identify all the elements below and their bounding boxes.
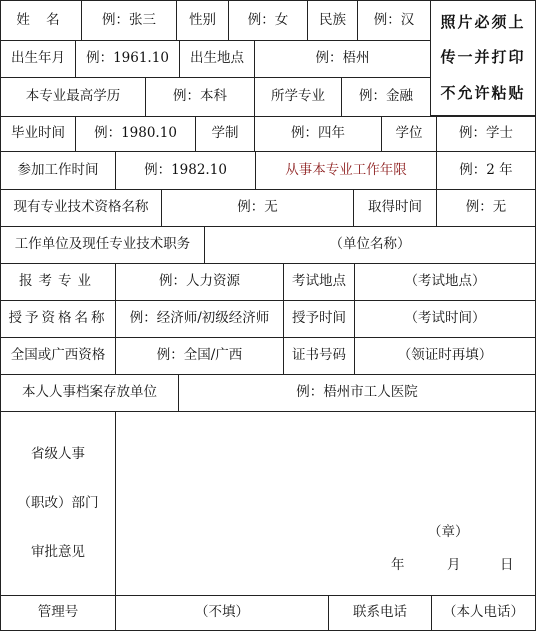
management-number-label: 管理号: [0, 595, 116, 631]
gender-value: 例：女: [228, 0, 308, 41]
phone-value: （本人电话）: [431, 595, 536, 631]
education-value: 例：本科: [145, 77, 255, 117]
graduation-label: 毕业时间: [0, 116, 76, 152]
approval-label-line-2: （职改）部门: [17, 494, 99, 511]
work-unit-label: 工作单位及现任专业技术职务: [0, 226, 205, 264]
duration-value: 例：四年: [254, 116, 382, 152]
obtain-time-value: 例：无: [436, 189, 536, 227]
exam-place-label: 考试地点: [283, 263, 355, 301]
approval-area: [115, 411, 536, 596]
approval-year: 年: [391, 557, 405, 573]
obtain-time-label: 取得时间: [353, 189, 437, 227]
current-qualification-label: 现有专业技术资格名称: [0, 189, 162, 227]
archive-unit-value: 例：梧州市工人医院: [178, 374, 536, 412]
birthplace-label: 出生地点: [179, 40, 255, 78]
apply-major-label: 报考专业: [0, 263, 116, 301]
qualification-scope-label: 全国或广西资格: [0, 337, 116, 375]
work-unit-value: （单位名称）: [204, 226, 536, 264]
grant-time-value: （考试时间）: [354, 300, 536, 338]
gender-label: 性别: [176, 0, 229, 41]
seal-mark: （章）: [428, 524, 469, 540]
management-number-value: （不填）: [115, 595, 329, 631]
approval-day: 日: [500, 557, 514, 573]
exam-place-value: （考试地点）: [354, 263, 536, 301]
degree-value: 例：学士: [436, 116, 536, 152]
approval-label: [0, 411, 116, 596]
archive-unit-label: 本人人事档案存放单位: [0, 374, 179, 412]
work-start-value: 例：1982.10: [115, 151, 256, 190]
birth-label: 出生年月: [0, 40, 76, 78]
granted-qualification-label: 授予资格名称: [0, 300, 116, 338]
ethnic-label: 民族: [307, 0, 358, 41]
certificate-number-label: 证书号码: [283, 337, 355, 375]
graduation-value: 例：1980.10: [75, 116, 196, 152]
name-label: 姓 名: [0, 0, 82, 41]
grant-time-label: 授予时间: [283, 300, 355, 338]
qualification-scope-value: 例：全国/广西: [115, 337, 284, 375]
work-years-label: [255, 151, 437, 190]
work-years-value: 例：2 年: [436, 151, 536, 190]
certificate-number-value: （领证时再填）: [354, 337, 536, 375]
work-start-label: 参加工作时间: [0, 151, 116, 190]
photo-box: [430, 0, 536, 116]
photo-note-line-1: 照片必须上: [440, 13, 526, 32]
duration-label: 学制: [195, 116, 255, 152]
photo-note-line-3: 不允许粘贴: [440, 83, 526, 102]
current-qualification-value: 例：无: [161, 189, 354, 227]
education-label: 本专业最高学历: [0, 77, 146, 117]
work-years-label-text: 从事本专业工作年限: [285, 161, 407, 178]
name-value: 例：张三: [81, 0, 177, 41]
phone-label: 联系电话: [328, 595, 432, 631]
birthplace-value: 例：梧州: [254, 40, 431, 78]
apply-major-value: 例：人力资源: [115, 263, 284, 301]
approval-label-line-1: 省级人事: [31, 445, 85, 462]
ethnic-value: 例：汉: [357, 0, 431, 41]
approval-month: 月: [447, 557, 461, 573]
approval-label-line-3: 审批意见: [31, 543, 85, 560]
major-label: 所学专业: [254, 77, 342, 117]
photo-note-line-2: 传一并打印: [440, 48, 526, 67]
granted-qualification-value: 例：经济师/初级经济师: [115, 300, 284, 338]
degree-label: 学位: [381, 116, 437, 152]
major-value: 例：金融: [341, 77, 431, 117]
birth-value: 例：1961.10: [75, 40, 180, 78]
